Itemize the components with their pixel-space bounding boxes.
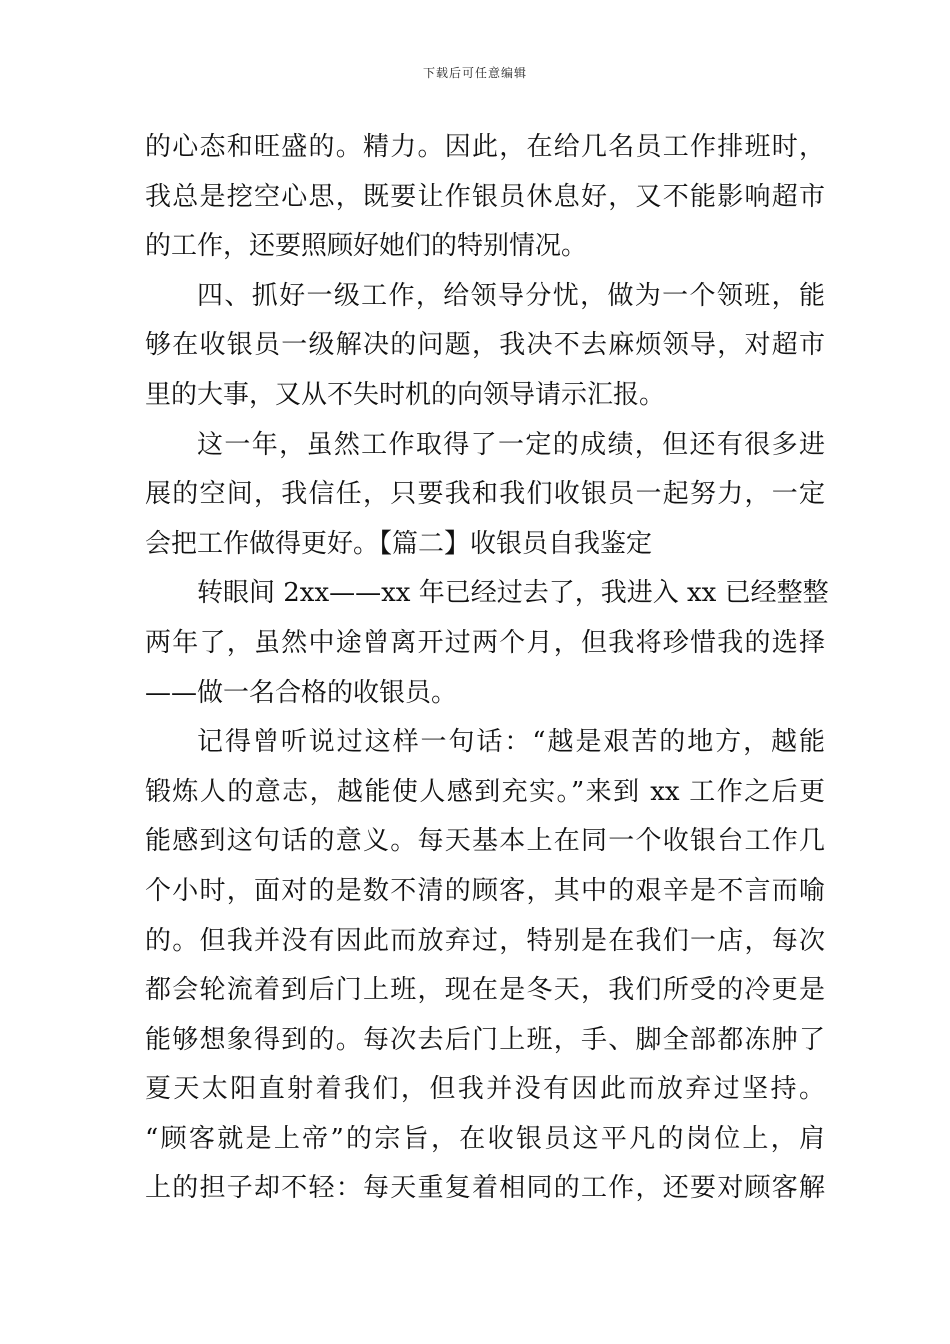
text-line: 能感到这句话的意义。每天基本上在同一个收银台工作几 — [145, 826, 825, 857]
text-line: 展的空间，我信任，只要我和我们收银员一起努力，一定 — [145, 479, 825, 510]
document-body — [145, 123, 829, 1214]
text-line: 夏天太阳直射着我们，但我并没有因此而放弃过坚持。 — [145, 1074, 825, 1105]
paragraph-start-line: 这一年，虽然工作取得了一定的成绩，但还有很多进 — [197, 429, 825, 460]
text-line: 里的大事，又从不失时机的向领导请示汇报。 — [145, 379, 666, 410]
text-line: 够在收银员一级解决的问题，我决不去麻烦领导，对超市 — [145, 330, 825, 361]
text-line: 上的担子却不轻：每天重复着相同的工作，还要对顾客解 — [145, 1173, 825, 1204]
page-header-note: 下载后可任意编辑 — [422, 66, 527, 80]
text-line: 的工作，还要照顾好她们的特别情况。 — [145, 231, 588, 262]
text-line: “顾客就是上帝”的宗旨，在收银员这平凡的岗位上，肩 — [145, 1123, 825, 1154]
paragraph-start-line: 四、抓好一级工作，给领导分忧，做为一个领班，能 — [197, 280, 825, 311]
text-line: 能够想象得到的。每次去后门上班，手、脚全部都冻肿了 — [145, 1024, 825, 1055]
text-line: 会把工作做得更好。【篇二】收银员自我鉴定 — [145, 528, 653, 559]
text-line: 我总是挖空心思，既要让作银员休息好，又不能影响超市 — [145, 181, 825, 212]
paragraph-start-line: 转眼间 2xx——xx 年已经过去了，我进入 xx 已经整整 — [197, 578, 829, 609]
text-line: 的。但我并没有因此而放弃过，特别是在我们一店，每次 — [145, 925, 825, 956]
text-line: 都会轮流着到后门上班，现在是冬天，我们所受的冷更是 — [145, 975, 825, 1006]
paragraph-start-line: 记得曾听说过这样一句话：“越是艰苦的地方，越能 — [197, 727, 825, 758]
text-line: 锻炼人的意志，越能使人感到充实。”来到 xx 工作之后更 — [145, 776, 825, 807]
text-line: 个小时，面对的是数不清的顾客，其中的艰辛是不言而喻 — [145, 875, 825, 906]
text-line: 两年了，虽然中途曾离开过两个月，但我将珍惜我的选择 — [145, 627, 825, 658]
text-line: ——做一名合格的收银员。 — [145, 677, 458, 708]
text-line: 的心态和旺盛的。精力。因此，在给几名员工作排班时， — [145, 132, 825, 162]
